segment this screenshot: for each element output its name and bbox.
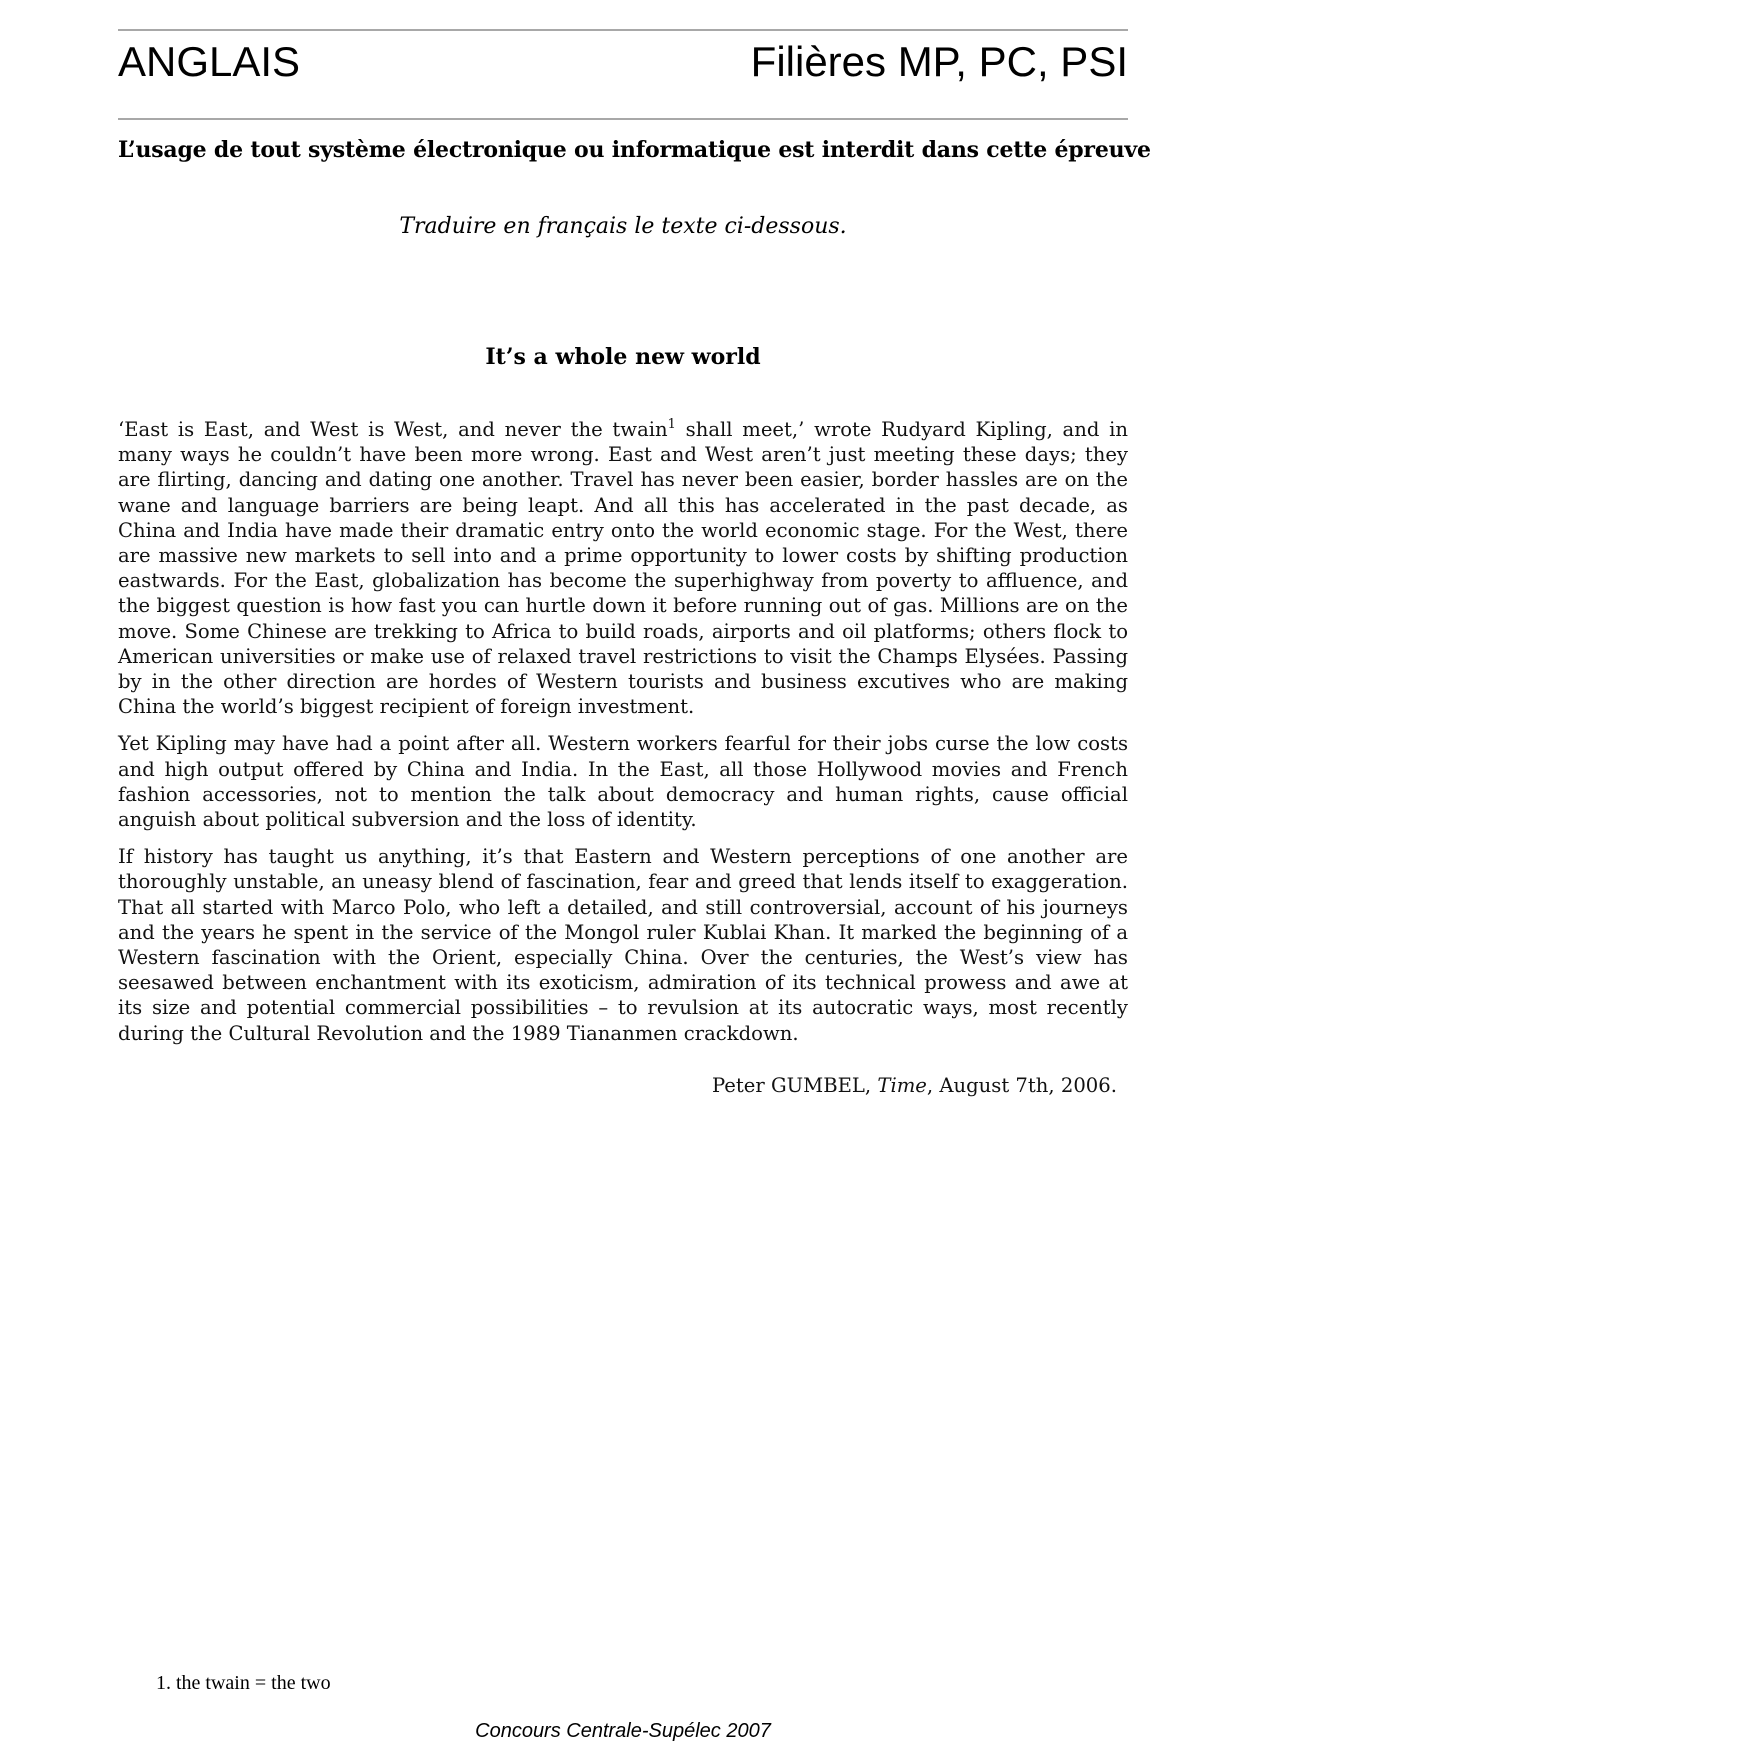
source-publication: Time xyxy=(877,1074,927,1097)
paragraph-3: If history has taught us anything, it’s that Eastern and Western perceptions of one another are thoroughly unstable, an uneasy blend of fascination, fear and greed that lends itself to exaggeration. That all started with Marco Polo, who left a detailed, and still controversial, account of his journeys and the years he spent in the service of the Mongol ruler Kublai Khan. It marked the beginning of a Western fascination with the Orient, especially China. Over the centuries, the West’s view has seesawed between enchantment with its exoticism, admiration of its technical prowess and awe at its size and potential commercial possibilities – to revulsion at its autocratic ways, most recently during the Cultural Revolution and the 1989 Tiananmen crackdown. xyxy=(118,845,1128,1045)
subject-title: ANGLAIS xyxy=(118,38,301,85)
paragraph-1 xyxy=(118,417,1128,719)
translation-instruction: Traduire en français le texte ci-dessous. xyxy=(399,214,847,239)
streams-title: Filières MP, PC, PSI xyxy=(750,38,1128,85)
header-top-rule xyxy=(118,29,1128,31)
footnote-marker: 1 xyxy=(667,417,676,432)
electronics-notice: L’usage de tout système électronique ou informatique est interdit dans cette épreuve xyxy=(118,137,1151,163)
header-bottom-rule xyxy=(118,118,1128,120)
footnote: 1. the twain = the two xyxy=(156,1672,331,1694)
article-title: It’s a whole new world xyxy=(485,344,761,370)
source-date: , August 7th, 2006. xyxy=(926,1074,1117,1097)
page-footer: Concours Centrale-Supélec 2007 xyxy=(475,1720,771,1742)
source-author: Peter GUMBEL, xyxy=(712,1074,878,1097)
paragraph-2: Yet Kipling may have had a point after all. Western workers fearful for their jobs curse the low costs and high output offered by China and India. In the East, all those Hollywood movies and French fashion accessories, not to mention the talk about democracy and human rights, cause official anguish about political subversion and the loss of identity. xyxy=(118,732,1128,832)
article-source xyxy=(712,1074,1117,1097)
paragraph-1-start: ‘East is East, and West is West, and never the twain xyxy=(118,418,668,441)
article-body xyxy=(118,417,1128,1058)
paragraph-1-rest: shall meet,’ wrote Rudyard Kipling, and in many ways he couldn’t have been more wrong. East and West aren’t just meeting these days; they are flirting, dancing and dating one another. Travel has never been easier, border hassles are on the wane and language barriers are being leapt. And all this has accelerated in the past decade, as China and India have made their dramatic entry onto the world economic stage. For the West, there are massive new markets to sell into and a prime opportunity to lower costs by shifting production eastwards. For the East, globalization has become the superhighway from poverty to affluence, and the biggest question is how fast you can hurtle down it before running out of gas. Millions are on the move. Some Chinese are trekking to Africa to build roads, airports and oil platforms; others flock to American universities or make use of relaxed travel restrictions to visit the Champs Elysées. Passing by in the other direction are hordes of Western tourists and business excutives who are making China the world’s biggest recipient of foreign investment. xyxy=(118,418,1128,719)
